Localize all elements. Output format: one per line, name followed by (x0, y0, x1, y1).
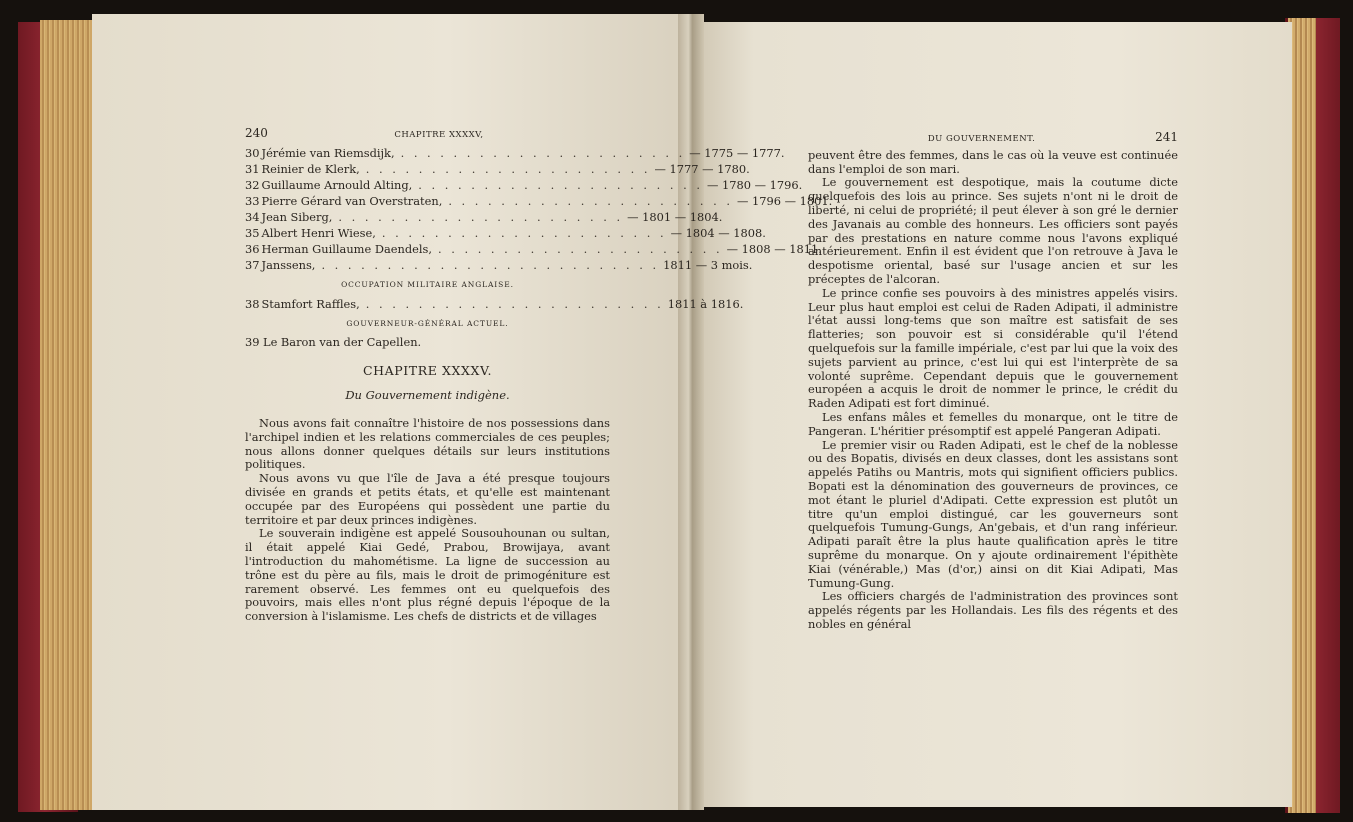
governor-row: 35 Albert Henri Wiese, . . . . . . . . . . . . . . . . . . . . . . — 1804 — 1808. (245, 225, 766, 240)
governor-row: 36 Herman Guillaume Daendels, . . . . . . . . . . . . . . . . . . . . . . — 1808 — 1811. (245, 241, 822, 256)
paragraph: Le gouvernement est despotique, mais la coutume dicte quelquefois des lois au prince. Ses sujets n'ont ni le droit de liberté, ni celui de propriété; il peut élever à son gré le dernier des Javanais au comble des honneurs. Les officiers sont payés par des prestations en nature comme nous l'avons expliqué antérieurement. Enfin il est évident que l'on retrouve à Java le despotisme oriental, basé sur l'usage ancien et sur les préceptes de l'alcoran. (808, 175, 1178, 286)
paragraph: Le premier visir ou Raden Adipati, est le chef de la noblesse ou des Bopatis, divisés en deux classes, dont les assistans sont appelés Patihs ou Mantris, mots qui signifient officiers publics. Bopati est la dénomination des gouverneurs de provinces, ce mot étant le pluriel d'Adipati. Cette expression est plutôt un titre qu'un emploi distingué, car les gouverneurs sont quelquefois Tumung-Gungs, An'gebais, et d'un rang inférieur. Adipati paraît être la plus haute qualification après le titre suprême du monarque. On y ajoute ordinairement l'épithète Kiai (vénérable,) Mas (d'or,) ainsi on dit Kiai Adipati, Mas Tumung-Gung. (808, 437, 1178, 590)
right-running-title: DU GOUVERNEMENT. (927, 134, 1036, 144)
governor-row: 31 Reinier de Klerk, . . . . . . . . . . . . . . . . . . . . . . — 1777 — 1780. (245, 161, 750, 176)
paragraph: Les enfans mâles et femelles du monarque, ont le titre de Pangeran. L'héritier présomptif est appelé Pangeran Adipati. (808, 409, 1178, 438)
chapter-title: CHAPITRE XXXXV. (362, 363, 493, 379)
right-running-head (808, 131, 1178, 147)
current-governor-heading: GOUVERNEUR-GÉNÉRAL ACTUEL. (346, 318, 509, 328)
governor-row: 30 Jérémie van Riemsdijk, . . . . . . . . . . . . . . . . . . . . . . — 1775 — 1777. (245, 145, 785, 160)
paragraph: Nous avons fait connaître l'histoire de nos possessions dans l'archipel indien et les relations commerciales de ces peuples; nous allons donner quelques détails sur leurs institutions politiques. (245, 415, 610, 472)
governor-row: 37 Janssens, . . . . . . . . . . . . . . . . . . . . . . . . . . 1811 — 3 mois. (245, 257, 753, 272)
paragraph: peuvent être des femmes, dans le cas où la veuve est continuée dans l'emploi de son mari. (808, 147, 1178, 176)
governor-row: 33 Pierre Gérard van Overstraten, . . . . . . . . . . . . . . . . . . . . . . — 1796 — 1801. (245, 193, 833, 208)
book-gutter (678, 14, 704, 810)
left-running-head (245, 127, 610, 143)
paragraph: Le souverain indigène est appelé Sousouhounan ou sultan, il était appelé Kiai Gedé, Prabou, Browijaya, avant l'introduction du mahométisme. La ligne de succession au trône est du père au fils, mais le droit de primogéniture est rarement observé. Les femmes ont eu quelquefois des pouvoirs, mais elles n'ont plus régné depuis l'époque de la conversion à l'islamisme. Les chefs de districts et de villages (245, 526, 610, 624)
chapter-subtitle: Du Gouvernement indigène. (345, 388, 510, 403)
right-page-number: 241 (1155, 130, 1178, 144)
governor-list (245, 145, 833, 273)
governor-row-raffles: 38 Stamfort Raffles, . . . . . . . . . . . . . . . . . . . . . . . 1811 à 1816. (245, 296, 744, 311)
left-running-title: CHAPITRE XXXXV, (394, 130, 484, 140)
governor-row: 32 Guillaume Arnould Alting, . . . . . . . . . . . . . . . . . . . . . . — 1780 — 1796. (245, 177, 803, 192)
right-page-text (808, 131, 1178, 632)
governor-row: 34 Jean Siberg, . . . . . . . . . . . . . . . . . . . . . . — 1801 — 1804. (245, 209, 723, 224)
left-page-number: 240 (245, 126, 268, 140)
paragraph: Nous avons vu que l'île de Java a été presque toujours divisée en grands et petits états, et qu'elle est maintenant occupée par des Européens qui possèdent une partie du territoire et par deux princes indigènes. (245, 471, 610, 527)
governor-row-current: 39 Le Baron van der Capellen. (245, 335, 422, 350)
paragraph: Les officiers chargés de l'administration des provinces sont appelés régents par les Hollandais. Les fils des régents et des nobles en général (808, 589, 1178, 631)
page-edges-left (40, 20, 95, 810)
left-page-text (245, 126, 833, 624)
paragraph: Le prince confie ses pouvoirs à des ministres appelés visirs. Leur plus haut emploi est celui de Raden Adipati, il administre l'état aussi long-tems que son maître est satisfait de ses flatteries; son pouvoir est si considérable qu'il l'étend quelquefois sur la famille impériale, c'est par lui que la voix des sujets parvient au prince, c'est lui qui est l'interprète de sa volonté suprême. Cependant depuis que le gouvernement européen a acquis le droit de nommer le prince, le crédit du Raden Adipati est fort diminué. (808, 285, 1178, 411)
page-edges-right (1288, 18, 1316, 813)
occupation-heading: OCCUPATION MILITAIRE ANGLAISE. (341, 279, 514, 289)
